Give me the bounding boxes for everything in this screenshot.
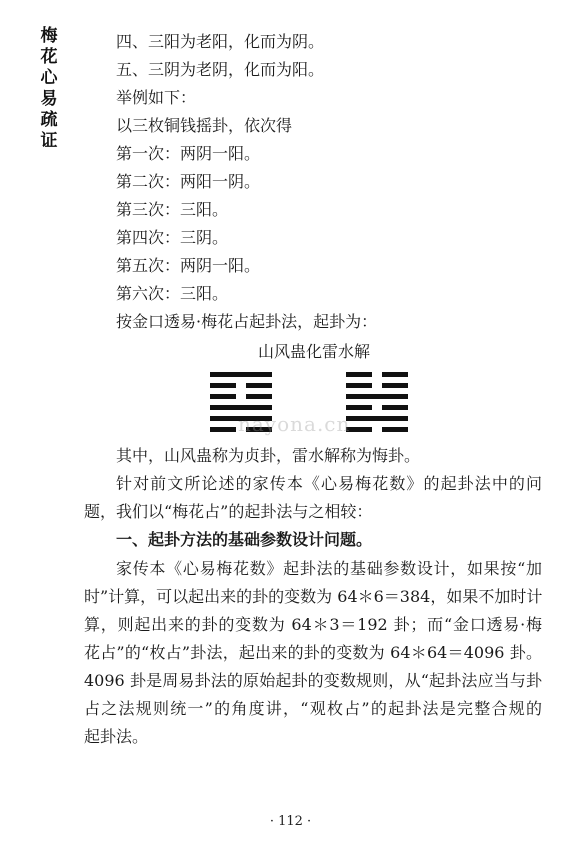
watermark: nayona.cn	[238, 412, 351, 436]
yin-line-left	[210, 383, 236, 388]
paragraph-line: 花占”的“枚占”卦法，起出来的卦的变数为 64＊64＝4096 卦。	[84, 643, 542, 662]
text-line: 第五次：两阴一阳。	[116, 256, 261, 275]
yin-line-left	[346, 383, 372, 388]
yin-line-right	[382, 405, 408, 410]
text-line: 以三枚铜钱摇卦，依次得	[116, 116, 293, 135]
yin-line-right	[382, 372, 408, 377]
text-line: 四、三阳为老阳，化而为阴。	[116, 32, 325, 51]
yang-line	[210, 372, 272, 377]
text-line: 举例如下：	[116, 88, 197, 107]
title-char: 疏	[40, 110, 58, 130]
yin-line-right	[382, 427, 408, 432]
text-line: 按金口透易·梅花占起卦法，起卦为：	[116, 312, 378, 331]
text-line: 第一次：两阴一阳。	[116, 144, 261, 163]
hexagram-jie	[346, 372, 408, 436]
yang-line	[210, 405, 272, 410]
paragraph-line: 题，我们以“梅花占”的起卦法与之相较：	[84, 502, 373, 521]
title-char: 证	[40, 131, 58, 151]
yin-line-left	[210, 394, 236, 399]
hexagram-caption: 山风蛊化雷水解	[258, 342, 371, 361]
yin-line-left	[210, 427, 236, 432]
running-book-title	[38, 26, 60, 152]
paragraph-line: 4096 卦是周易卦法的原始起卦的变数规则，从“起卦法应当与卦	[84, 671, 542, 690]
text-line: 第三次：三阳。	[116, 200, 229, 219]
yang-line	[346, 416, 408, 421]
text-line: 第四次：三阴。	[116, 228, 229, 247]
page-number: · 112 ·	[269, 814, 312, 829]
title-char: 花	[40, 47, 58, 67]
text-line: 五、三阴为老阴，化而为阳。	[116, 60, 325, 79]
paragraph-line: 其中，山风蛊称为贞卦，雷水解称为悔卦。	[116, 446, 421, 465]
yin-line-left	[346, 405, 372, 410]
text-line: 第二次：两阳一阴。	[116, 172, 261, 191]
paragraph-line: 时”计算，可以起出来的卦的变数为 64＊6＝384，如果不加时计	[84, 587, 543, 606]
paragraph-line: 算，则起出来的卦的变数为 64＊3＝192 卦；而“金口透易·梅	[84, 615, 542, 634]
yin-line-right	[246, 394, 272, 399]
paragraph-line: 针对前文所论述的家传本《心易梅花数》的起卦法中的问	[116, 474, 542, 493]
paragraph-line: 占之法规则统一”的角度讲，“观枚占”的起卦法是完整合规的	[84, 699, 542, 718]
yin-line-left	[346, 372, 372, 377]
section-heading: 一、起卦方法的基础参数设计问题。	[116, 530, 373, 549]
title-char: 心	[40, 68, 58, 88]
title-char: 易	[40, 89, 58, 109]
title-char: 梅	[40, 26, 58, 46]
paragraph-line: 家传本《心易梅花数》起卦法的基础参数设计，如果按“加	[116, 559, 542, 578]
yin-line-right	[382, 383, 408, 388]
text-line: 第六次：三阳。	[116, 284, 229, 303]
yin-line-right	[246, 383, 272, 388]
paragraph-line: 起卦法。	[84, 727, 149, 746]
yang-line	[346, 394, 408, 399]
